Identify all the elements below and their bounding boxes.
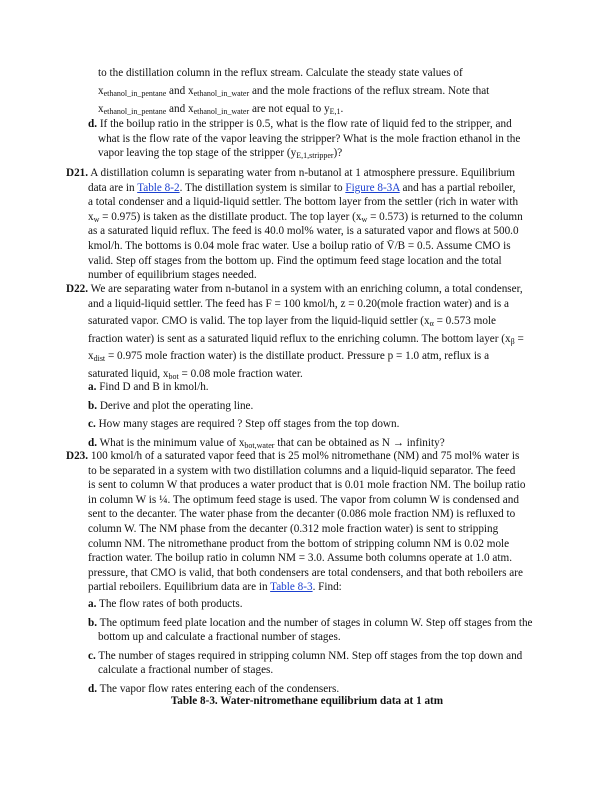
list-item: a. The flow rates of both products. xyxy=(88,598,243,610)
text-line: $x_{ethanol\_in\_pentane}$ and $x_{ethanol\_in\_water}$ and the mole fractions of the reflux stream. Note that xyxy=(98,84,490,98)
problem-label: D22. xyxy=(66,283,89,295)
problem-d22 xyxy=(66,282,606,382)
item-label: d. xyxy=(88,118,98,130)
list-item: d. What is the minimum value of $x_{bot,water}$ that can be obtained as N → infinity? xyxy=(88,436,445,450)
text-line: as a saturated liquid reflux. The feed is 40.0 mol% water, is a saturated vapor and flows at 500.0 xyxy=(88,225,519,238)
text-line: column W. The NM phase from the decanter (0.312 mole fraction water) is sent to stripping xyxy=(88,522,499,535)
list-item: a. Find D and B in kmol/h. xyxy=(88,381,209,393)
text-line: $x_w = 0.975$) is taken as the distillate product. The top layer $(x_w = 0.573)$ is returned to the column xyxy=(88,210,523,224)
list-item: b. The optimum feed plate location and the number of stages in column W. Step off stages from the xyxy=(88,616,533,629)
table-8-3-link[interactable]: Table 8-3 xyxy=(270,581,313,594)
text-line: fraction water. The boilup ratio in column NM = 3.0. Assume both columns operate at 1.0 atm. xyxy=(88,552,512,565)
text-line: saturated vapor. CMO is valid. The top layer from the liquid-liquid settler ($x_\alpha = 0.573$ mole xyxy=(88,315,497,329)
text-line: D22. We are separating water from n-butanol in a system with an enriching column, a total condenser, xyxy=(66,283,523,295)
text-line: $x_{dist} = 0.975$ mole fraction water) is the distillate product. Pressure p = 1.0 atm, reflux is a xyxy=(88,350,490,364)
problem-d23-parts xyxy=(88,597,603,697)
text-line: to be separated in a system with two distillation columns and a liquid-liquid separator. The feed xyxy=(88,464,516,477)
list-item-continuation: calculate a fractional number of stages. xyxy=(98,664,274,677)
part-c-continuation xyxy=(98,66,598,117)
text-line: sent to the decanter. The water phase from the decanter (0.086 mole fraction NM) is refluxed to xyxy=(88,508,516,521)
text-line: vapor leaving the top stage of the stripper $(y_{E,1,stripper})$? xyxy=(98,147,343,161)
problem-d22-parts xyxy=(88,380,603,450)
text-line: pressure, that CMO is valid, that both condensers are total condensers, and that both reboilers are xyxy=(88,566,523,579)
problem-d23 xyxy=(66,449,606,595)
text-line: partial reboilers. Equilibrium data are in Table 8-3. Find: xyxy=(88,581,342,594)
text-line: what is the flow rate of the vapor leaving the stripper? What is the mole fraction ethanol in the xyxy=(98,132,521,145)
text-line: saturated liquid, $x_{bot} = 0.08$ mole fraction water. xyxy=(88,367,303,381)
text-line: number of equilibrium stages needed. xyxy=(88,269,257,282)
text-line: data are in Table 8-2. The distillation system is similar to Figure 8-3A and has a partial reboiler, xyxy=(88,181,516,194)
table-caption: Table 8-3. Water-nitromethane equilibrium data at 1 atm xyxy=(170,695,444,707)
text-line: to the distillation column in the reflux stream. Calculate the steady state values of xyxy=(98,67,463,79)
table-8-2-link[interactable]: Table 8-2 xyxy=(137,181,180,194)
list-item: c. How many stages are required ? Step off stages from the top down. xyxy=(88,418,400,431)
text-line: in column W is ¼. The optimum feed stage is used. The vapor from column W is condensed and xyxy=(88,493,519,506)
text-line: a total condenser and a liquid-liquid settler. The bottom layer from the settler (rich in water with xyxy=(88,196,519,209)
figure-8-3a-link[interactable]: Figure 8-3A xyxy=(345,181,400,194)
list-item-continuation: bottom up and calculate a fractional number of stages. xyxy=(98,631,341,644)
list-item: b. Derive and plot the operating line. xyxy=(88,399,254,412)
list-item: c. The number of stages required in stripping column NM. Step off stages from the top down and xyxy=(88,649,523,662)
text-line: is sent to column W that produces a water product that is 0.01 mole fraction NM. The boilup ratio xyxy=(88,479,526,492)
text-line: and a liquid-liquid settler. The feed has F = 100 kmol/h, z = 0.20(mole fraction water) and is a xyxy=(88,297,509,310)
text-line: column NM. The nitromethane product from the bottom of stripping column NM is 0.02 mole xyxy=(88,537,510,550)
text-line: kmol/h. The bottoms is 0.04 mole frac water. Use a boilup ratio of V̄/B = 0.5. Assume CMO is xyxy=(88,239,511,252)
problem-label: D23. xyxy=(66,450,89,462)
text-line: valid. Step off stages from the bottom up. Find the optimum feed stage location and the total xyxy=(88,254,502,267)
problem-label: D21. xyxy=(66,167,89,179)
text-line: fraction water) is sent as a saturated liquid reflux to the enriching column. The bottom layer ($x_\beta$ = xyxy=(88,332,524,346)
text-line: D23. 100 kmol/h of a saturated vapor feed that is 25 mol% nitromethane (NM) and 75 mol% water is xyxy=(66,450,520,462)
problem-d21 xyxy=(66,166,606,283)
list-item: d. The vapor flow rates entering each of the condensers. xyxy=(88,682,340,695)
part-d xyxy=(88,117,603,161)
text-line: d. If the boilup ratio in the stripper is 0.5, what is the flow rate of liquid fed to the stripper, and xyxy=(88,118,512,130)
text-line: $x_{ethanol\_in\_pentane}$ and $x_{ethanol\_in\_water}$ are not equal to $y_{E,1}$. xyxy=(98,103,344,117)
text-line: D21. A distillation column is separating water from n-butanol at 1 atmosphere pressure. Equilibrium xyxy=(66,167,515,179)
